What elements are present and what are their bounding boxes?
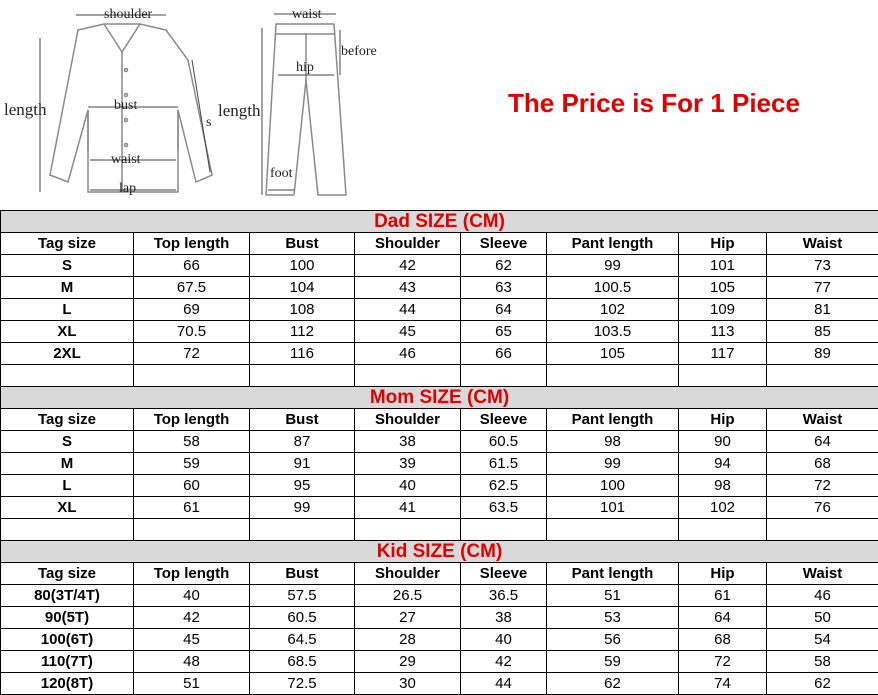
measurement-cell <box>250 365 355 387</box>
tag-size-cell: XL <box>1 497 134 519</box>
size-chart-body <box>1 211 878 695</box>
measurement-cell: 59 <box>134 453 250 475</box>
measurement-cell: 45 <box>355 321 461 343</box>
measurement-cell: 63 <box>461 277 547 299</box>
measurement-cell: 50 <box>767 607 878 629</box>
bust-label: bust <box>114 98 137 114</box>
measurement-cell: 26.5 <box>355 585 461 607</box>
tag-size-cell: 120(8T) <box>1 673 134 695</box>
tag-size-cell <box>1 519 134 541</box>
measurement-cell: 81 <box>767 299 878 321</box>
measurement-cell: 58 <box>767 651 878 673</box>
table-row <box>1 673 878 695</box>
measurement-cell: 30 <box>355 673 461 695</box>
measurement-cell: 60 <box>134 475 250 497</box>
measurement-cell <box>679 365 767 387</box>
measurement-cell: 100 <box>250 255 355 277</box>
table-row <box>1 277 878 299</box>
measurement-cell: 64.5 <box>250 629 355 651</box>
measurement-cell <box>767 519 878 541</box>
measurement-cell: 44 <box>461 673 547 695</box>
section-title: Dad SIZE (CM) <box>1 211 878 233</box>
pants-length-label: length <box>218 101 261 121</box>
column-header: Hip <box>679 233 767 255</box>
measurement-cell: 90 <box>679 431 767 453</box>
measurement-cell: 66 <box>134 255 250 277</box>
column-header: Hip <box>679 409 767 431</box>
measurement-cell: 85 <box>767 321 878 343</box>
measurement-cell: 46 <box>767 585 878 607</box>
column-header: Pant length <box>547 233 679 255</box>
measurement-cell: 59 <box>547 651 679 673</box>
measurement-cell: 72.5 <box>250 673 355 695</box>
measurement-cell: 60.5 <box>461 431 547 453</box>
measurement-cell: 57.5 <box>250 585 355 607</box>
measurement-cell: 60.5 <box>250 607 355 629</box>
measurement-cell <box>355 519 461 541</box>
measurement-cell <box>547 365 679 387</box>
measurement-cell: 44 <box>355 299 461 321</box>
section-title-row <box>1 541 878 563</box>
table-row <box>1 255 878 277</box>
measurement-cell: 101 <box>679 255 767 277</box>
column-header: Bust <box>250 233 355 255</box>
lap-label: lap <box>119 181 136 197</box>
column-header: Top length <box>134 563 250 585</box>
measurement-cell: 109 <box>679 299 767 321</box>
foot-label: foot <box>270 166 293 182</box>
measurement-cell: 99 <box>547 255 679 277</box>
pants-waist-label: waist <box>292 7 322 23</box>
measurement-cell: 58 <box>134 431 250 453</box>
column-header: Sleeve <box>461 233 547 255</box>
measurement-cell: 43 <box>355 277 461 299</box>
measurement-cell: 41 <box>355 497 461 519</box>
measurement-cell: 98 <box>547 431 679 453</box>
measurement-cell: 103.5 <box>547 321 679 343</box>
column-header: Waist <box>767 409 878 431</box>
measurement-cell <box>355 365 461 387</box>
section-title-row <box>1 387 878 409</box>
tag-size-cell: S <box>1 255 134 277</box>
measurement-cell: 66 <box>461 343 547 365</box>
measurement-cell: 38 <box>355 431 461 453</box>
table-row <box>1 321 878 343</box>
measurement-cell: 102 <box>679 497 767 519</box>
hip-label: hip <box>296 60 314 76</box>
size-chart-table <box>0 210 878 695</box>
measurement-cell: 98 <box>679 475 767 497</box>
measurement-cell: 105 <box>547 343 679 365</box>
table-row <box>1 431 878 453</box>
measurement-cell: 73 <box>767 255 878 277</box>
measurement-cell: 39 <box>355 453 461 475</box>
tag-size-cell: 90(5T) <box>1 607 134 629</box>
tag-size-cell <box>1 365 134 387</box>
measurement-cell: 29 <box>355 651 461 673</box>
measurement-cell: 61 <box>134 497 250 519</box>
column-header: Top length <box>134 409 250 431</box>
measurement-cell: 102 <box>547 299 679 321</box>
column-header: Shoulder <box>355 563 461 585</box>
tag-size-cell: L <box>1 475 134 497</box>
measurement-cell: 112 <box>250 321 355 343</box>
pants-illustration <box>0 0 400 210</box>
column-header: Hip <box>679 563 767 585</box>
measurement-cell: 91 <box>250 453 355 475</box>
waist-label: waist <box>111 152 141 168</box>
column-header: Bust <box>250 563 355 585</box>
measurement-cell: 54 <box>767 629 878 651</box>
table-row <box>1 519 878 541</box>
measurement-cell: 105 <box>679 277 767 299</box>
price-note: The Price is For 1 Piece <box>508 88 800 119</box>
measurement-cell: 62.5 <box>461 475 547 497</box>
measurement-cell: 68 <box>767 453 878 475</box>
measurement-cell <box>461 519 547 541</box>
measurement-cell <box>767 365 878 387</box>
section-title-row <box>1 211 878 233</box>
measurement-cell: 72 <box>134 343 250 365</box>
measurement-cell: 40 <box>461 629 547 651</box>
column-header: Waist <box>767 233 878 255</box>
measurement-cell: 117 <box>679 343 767 365</box>
column-header-row <box>1 233 878 255</box>
measurement-cell: 74 <box>679 673 767 695</box>
tag-size-cell: 2XL <box>1 343 134 365</box>
section-title: Kid SIZE (CM) <box>1 541 878 563</box>
measurement-cell: 95 <box>250 475 355 497</box>
measurement-cell: 53 <box>547 607 679 629</box>
table-row <box>1 475 878 497</box>
sleeve-label: s <box>206 115 211 131</box>
column-header: Bust <box>250 409 355 431</box>
measurement-cell: 64 <box>767 431 878 453</box>
jacket-length-label: length <box>4 100 47 120</box>
measurement-cell: 72 <box>767 475 878 497</box>
table-row <box>1 343 878 365</box>
measurement-cell <box>461 365 547 387</box>
measurement-cell: 72 <box>679 651 767 673</box>
measurement-cell: 101 <box>547 497 679 519</box>
tag-size-cell: 80(3T/4T) <box>1 585 134 607</box>
measurement-cell: 99 <box>250 497 355 519</box>
table-row <box>1 497 878 519</box>
measurement-cell: 38 <box>461 607 547 629</box>
tag-size-cell: L <box>1 299 134 321</box>
before-label: before <box>341 44 377 60</box>
measurement-cell: 94 <box>679 453 767 475</box>
measurement-cell: 27 <box>355 607 461 629</box>
tag-size-cell: 110(7T) <box>1 651 134 673</box>
measurement-cell: 108 <box>250 299 355 321</box>
tag-size-cell: 100(6T) <box>1 629 134 651</box>
measurement-cell: 42 <box>134 607 250 629</box>
column-header: Tag size <box>1 563 134 585</box>
measurement-cell: 63.5 <box>461 497 547 519</box>
measurement-cell <box>134 365 250 387</box>
measurement-cell: 68 <box>679 629 767 651</box>
tag-size-cell: S <box>1 431 134 453</box>
measurement-cell: 65 <box>461 321 547 343</box>
measurement-cell: 67.5 <box>134 277 250 299</box>
measurement-cell: 62 <box>461 255 547 277</box>
column-header: Top length <box>134 233 250 255</box>
measurement-cell: 46 <box>355 343 461 365</box>
measurement-cell <box>250 519 355 541</box>
measurement-cell: 100 <box>547 475 679 497</box>
measurement-cell: 68.5 <box>250 651 355 673</box>
measurement-cell: 77 <box>767 277 878 299</box>
measurement-cell: 36.5 <box>461 585 547 607</box>
table-row <box>1 453 878 475</box>
table-row <box>1 365 878 387</box>
measurement-cell: 64 <box>461 299 547 321</box>
measurement-cell: 56 <box>547 629 679 651</box>
measurement-cell <box>679 519 767 541</box>
measurement-cell: 113 <box>679 321 767 343</box>
column-header: Pant length <box>547 563 679 585</box>
column-header: Sleeve <box>461 409 547 431</box>
measurement-cell: 116 <box>250 343 355 365</box>
column-header: Tag size <box>1 409 134 431</box>
table-row <box>1 299 878 321</box>
tag-size-cell: M <box>1 453 134 475</box>
table-row <box>1 629 878 651</box>
section-title: Mom SIZE (CM) <box>1 387 878 409</box>
column-header-row <box>1 409 878 431</box>
measurement-cell: 99 <box>547 453 679 475</box>
column-header: Shoulder <box>355 233 461 255</box>
tag-size-cell: XL <box>1 321 134 343</box>
measurement-header <box>0 0 878 210</box>
measurement-cell: 76 <box>767 497 878 519</box>
column-header: Tag size <box>1 233 134 255</box>
column-header: Shoulder <box>355 409 461 431</box>
table-row <box>1 651 878 673</box>
tag-size-cell: M <box>1 277 134 299</box>
measurement-cell: 45 <box>134 629 250 651</box>
measurement-cell: 42 <box>355 255 461 277</box>
measurement-cell: 61 <box>679 585 767 607</box>
measurement-cell: 42 <box>461 651 547 673</box>
measurement-cell: 51 <box>547 585 679 607</box>
table-row <box>1 607 878 629</box>
column-header: Pant length <box>547 409 679 431</box>
measurement-cell: 28 <box>355 629 461 651</box>
measurement-cell: 40 <box>134 585 250 607</box>
measurement-cell: 40 <box>355 475 461 497</box>
shoulder-label: shoulder <box>104 7 152 23</box>
column-header-row <box>1 563 878 585</box>
measurement-cell: 64 <box>679 607 767 629</box>
column-header: Sleeve <box>461 563 547 585</box>
measurement-cell: 51 <box>134 673 250 695</box>
column-header: Waist <box>767 563 878 585</box>
measurement-cell: 89 <box>767 343 878 365</box>
table-row <box>1 585 878 607</box>
measurement-cell: 69 <box>134 299 250 321</box>
measurement-cell <box>547 519 679 541</box>
measurement-cell: 62 <box>547 673 679 695</box>
measurement-cell: 87 <box>250 431 355 453</box>
measurement-cell: 100.5 <box>547 277 679 299</box>
measurement-cell: 70.5 <box>134 321 250 343</box>
measurement-cell: 104 <box>250 277 355 299</box>
measurement-cell: 62 <box>767 673 878 695</box>
measurement-cell <box>134 519 250 541</box>
measurement-cell: 61.5 <box>461 453 547 475</box>
measurement-cell: 48 <box>134 651 250 673</box>
